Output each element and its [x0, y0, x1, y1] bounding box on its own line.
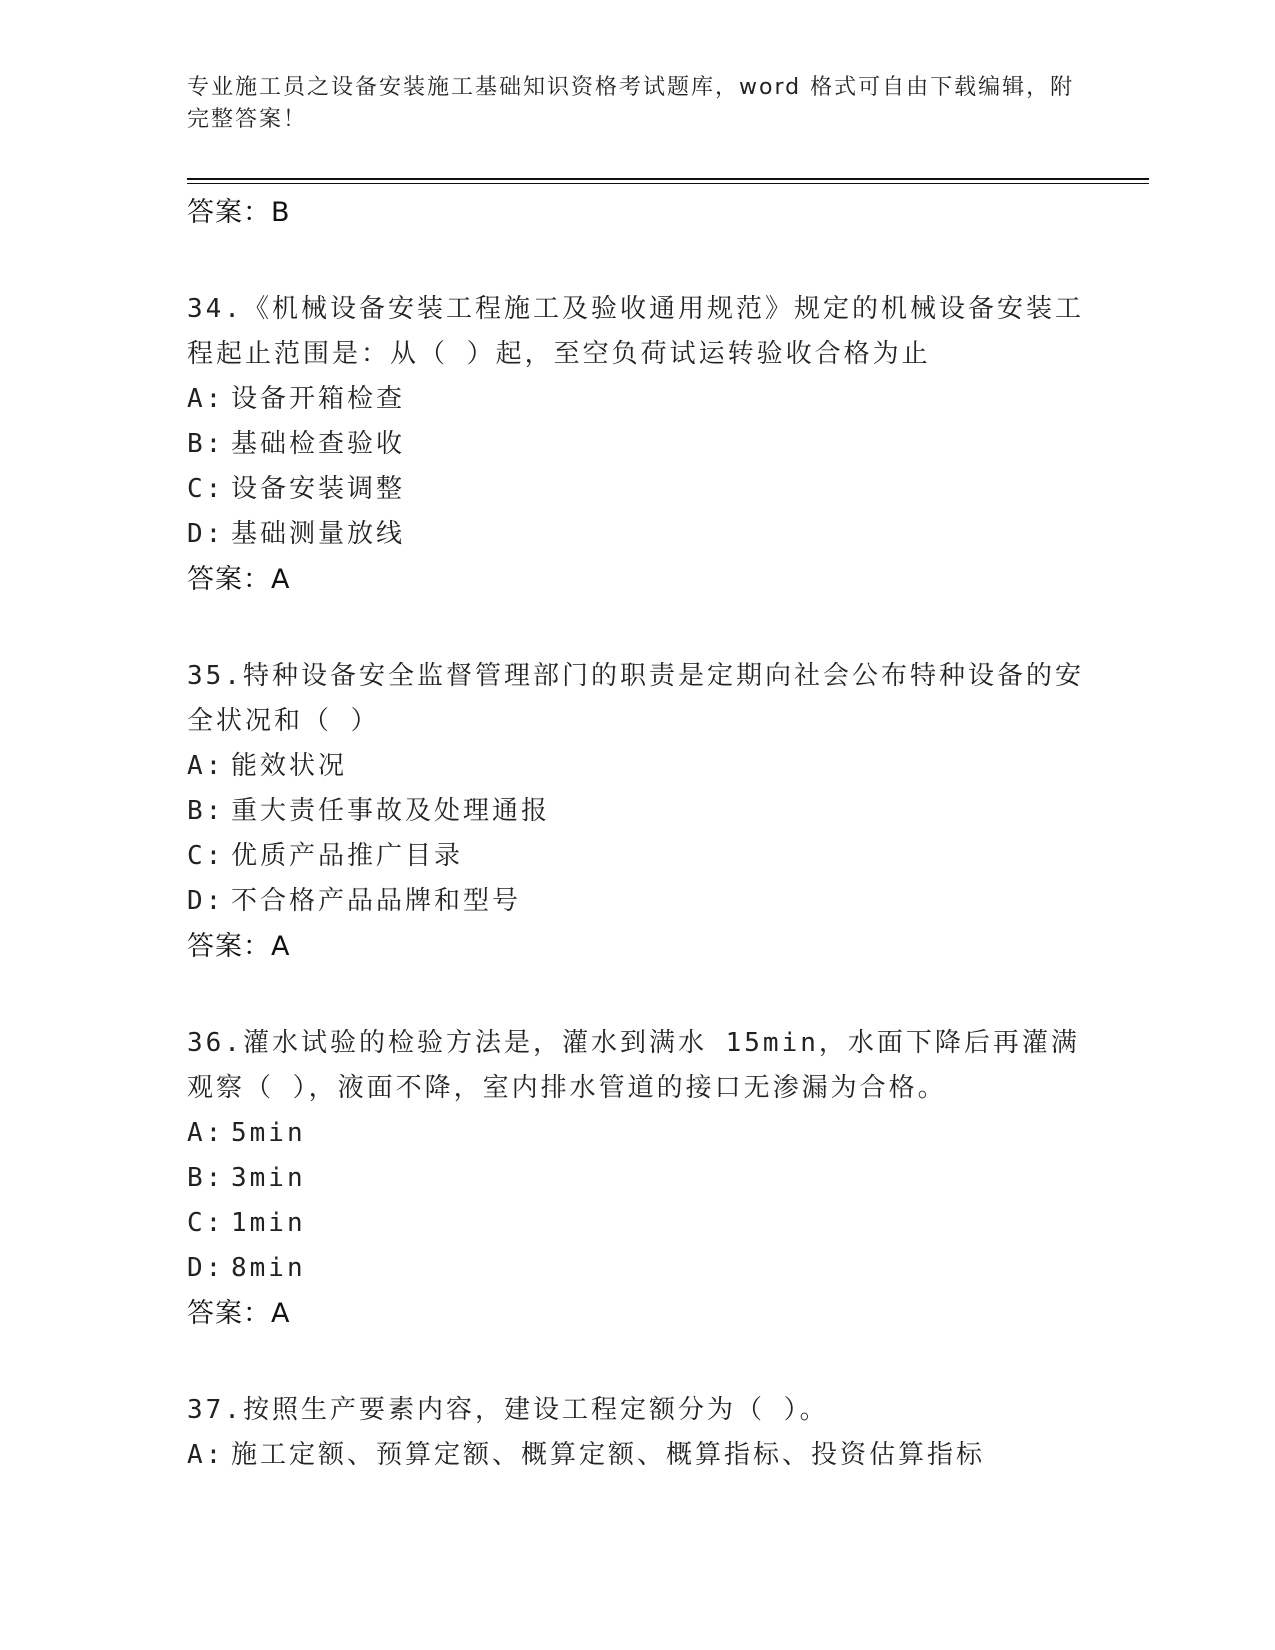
option-d: [187, 512, 1107, 557]
question-stem: 37.按照生产要素内容，建设工程定额分为（ ）。: [187, 1395, 829, 1425]
option-text: 施工定额、预算定额、概算定额、概算指标、投资估算指标: [231, 1440, 986, 1470]
question-item: [187, 1388, 1107, 1478]
option-key: D:: [187, 886, 225, 916]
option-text: 3min: [231, 1163, 306, 1193]
option-text: 能效状况: [231, 751, 348, 781]
question-stem: 36.灌水试验的检验方法是，灌水到满水 15min，水面下降后再灌满观察（ ），液面不降，室内排水管道的接口无渗漏为合格。: [187, 1028, 1080, 1103]
question-stem: 34.《机械设备安装工程施工及验收通用规范》规定的机械设备安装工程起止范围是：从（ ）起，至空负荷试运转验收合格为止: [187, 294, 1084, 369]
answer-line: 答案：A: [187, 931, 291, 962]
option-key: B:: [187, 429, 225, 459]
option-key: C:: [187, 1208, 225, 1238]
option-key: A:: [187, 751, 225, 781]
option-text: 优质产品推广目录: [231, 841, 464, 871]
option-d: [187, 1246, 1107, 1291]
option-text: 基础测量放线: [231, 519, 406, 549]
option-b: [187, 422, 1107, 467]
option-key: B:: [187, 1163, 225, 1193]
option-key: A:: [187, 384, 225, 414]
option-text: 5min: [231, 1118, 306, 1148]
option-c: [187, 467, 1107, 512]
option-a: [187, 1111, 1107, 1156]
option-key: A:: [187, 1440, 225, 1470]
answer-line: 答案：A: [187, 564, 291, 595]
option-b: [187, 789, 1107, 834]
option-key: D:: [187, 519, 225, 549]
option-key: A:: [187, 1118, 225, 1148]
option-key: B:: [187, 796, 225, 826]
option-text: 基础检查验收: [231, 429, 406, 459]
question-item: [187, 1021, 1107, 1336]
option-b: [187, 1156, 1107, 1201]
option-a: [187, 377, 1107, 422]
header-divider: [187, 178, 1149, 180]
question-stem: 35.特种设备安全监督管理部门的职责是定期向社会公布特种设备的安全状况和（ ）: [187, 661, 1084, 736]
option-key: C:: [187, 841, 225, 871]
option-a: [187, 744, 1107, 789]
answer-line: 答案：B: [187, 197, 291, 228]
option-text: 设备安装调整: [231, 474, 406, 504]
option-c: [187, 1201, 1107, 1246]
option-key: D:: [187, 1253, 225, 1283]
option-d: [187, 879, 1107, 924]
question-list: [187, 190, 1107, 1478]
option-text: 不合格产品品牌和型号: [231, 886, 522, 916]
option-c: [187, 834, 1107, 879]
question-item: [187, 287, 1107, 602]
answer-line: 答案：A: [187, 1298, 291, 1329]
option-text: 重大责任事故及处理通报: [231, 796, 551, 826]
option-text: 8min: [231, 1253, 306, 1283]
header-divider-thin: [187, 183, 1149, 184]
document-header: 专业施工员之设备安装施工基础知识资格考试题库，word 格式可自由下载编辑，附完整答案！: [187, 75, 1075, 132]
question-item: [187, 654, 1107, 969]
option-key: C:: [187, 474, 225, 504]
option-text: 设备开箱检查: [231, 384, 406, 414]
option-a: [187, 1433, 1107, 1478]
option-text: 1min: [231, 1208, 306, 1238]
